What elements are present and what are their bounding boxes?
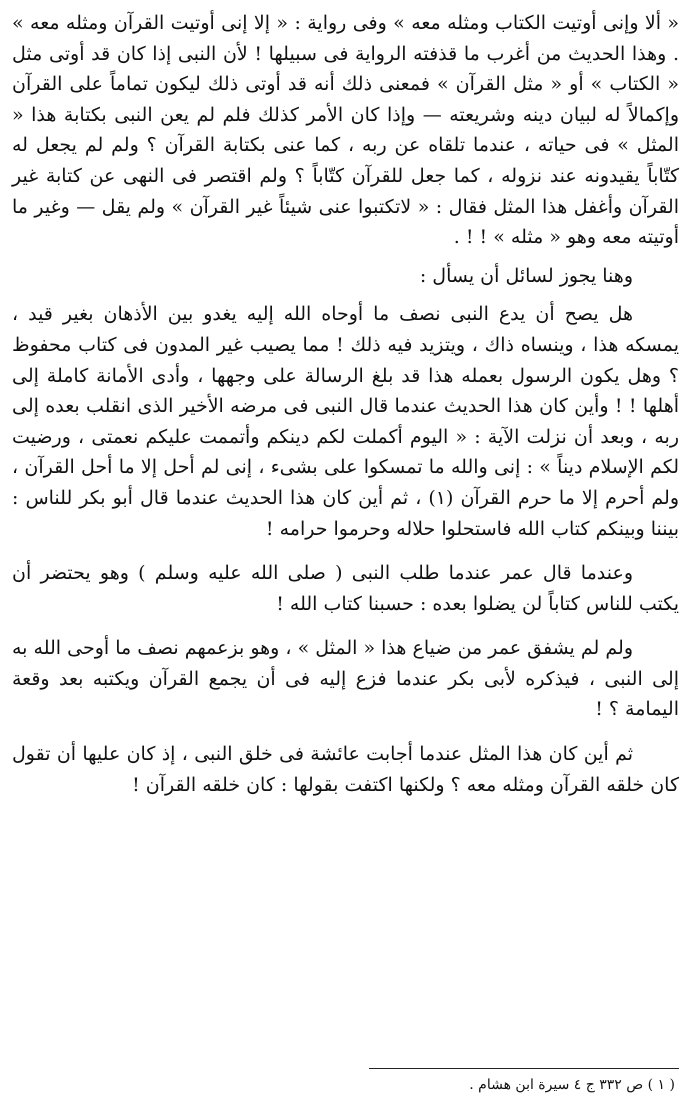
paragraph-umar-abubakr: ولم لم يشفق عمر من ضياع هذا « المثل » ، وهو بزعمهم نصف ما أوحى الله به إلى النبى ، فيذكره لأبى بكر عندما فزع إليه فى أن يجمع القرآن ويكتبه بعد وقعة اليمامة ؟ !: [12, 637, 679, 721]
paragraph-hadith-discussion: « ألا وإنى أوتيت الكتاب ومثله معه » وفى رواية : « إلا إنى أوتيت القرآن ومثله معه » . وهذا الحديث من أغرب ما قذفته الرواية فى سبيلها ! لأن النبى إذا كان قد أوتى مثل « الكتاب » أو « مثل القرآن » فمعنى ذلك أنه قد أوتى ذلك ليكون تماماً على القرآن وإكمالاً له لبيان دينه وشريعته — وإذا كان الأمر كذلك فلم لم يعن النبى بكتابة هذا « المثل » فى حياته ، عندما تلقاه عن ربه ، كما عنى بكتابة القرآن ؟ ولم لم يجعل له كتّاباً يقيدونه عند نزوله ، كما جعل للقرآن كتّاباً ؟ ولم اقتصر فى النهى عن كتابة غير القرآن وأغفل هذا المثل فقال : « لاتكتبوا عنى شيئاً غير القرآن » ولم يقل — وغير ما أوتيته معه وهو « مثله » ! ! .: [12, 12, 679, 249]
footnote-divider: [369, 1068, 679, 1069]
paragraph-questions: هل يصح أن يدع النبى نصف ما أوحاه الله إليه يغدو بين الأذهان بغير قيد ، يمسكه هذا ، وينساه ذاك ، ويتزيد فيه ذلك ! مما يصيب غير المدون فى كتاب محفوظ ؟ وهل يكون الرسول بعمله هذا قد بلغ الرسالة على وجهها ، وأدى الأمانة كاملة إلى أهلها ! ! وأين كان هذا الحديث عندما قال النبى فى مرضه الأخير الذى انقلب بعده إلى ربه ، وبعد أن نزلت الآية : « اليوم أكملت لكم دينكم وأتممت عليكم نعمتى ، ورضيت لكم الإسلام ديناً » : إنى والله ما تمسكوا على بشىء ، إنى لم أحل إلا ما أحل القرآن ، ولم أحرم إلا ما حرم القرآن (١) ، ثم أين كان هذا الحديث عندما قال أبو بكر للناس : بيننا وبينكم كتاب الله فاستحلوا حلاله وحرموا حرامه !: [12, 303, 679, 540]
paragraph-question-intro: وهنا يجوز لسائل أن يسأل :: [419, 264, 633, 287]
paragraph-umar: وعندما قال عمر عندما طلب النبى ( صلى الله عليه وسلم ) وهو يحتضر أن يكتب للناس كتاباً لن يضلوا بعده : حسبنا كتاب الله !: [12, 562, 679, 615]
footnote: ( ١ ) ص ٣٣٢ ج ٤ سيرة ابن هشام .: [469, 1077, 675, 1093]
paragraph-aisha: ثم أين كان هذا المثل عندما أجابت عائشة فى خلق النبى ، إذ كان عليها أن تقول كان خلقه القرآن ومثله معه ؟ ولكنها اكتفت بقولها : كان خلقه القرآن !: [12, 743, 679, 796]
